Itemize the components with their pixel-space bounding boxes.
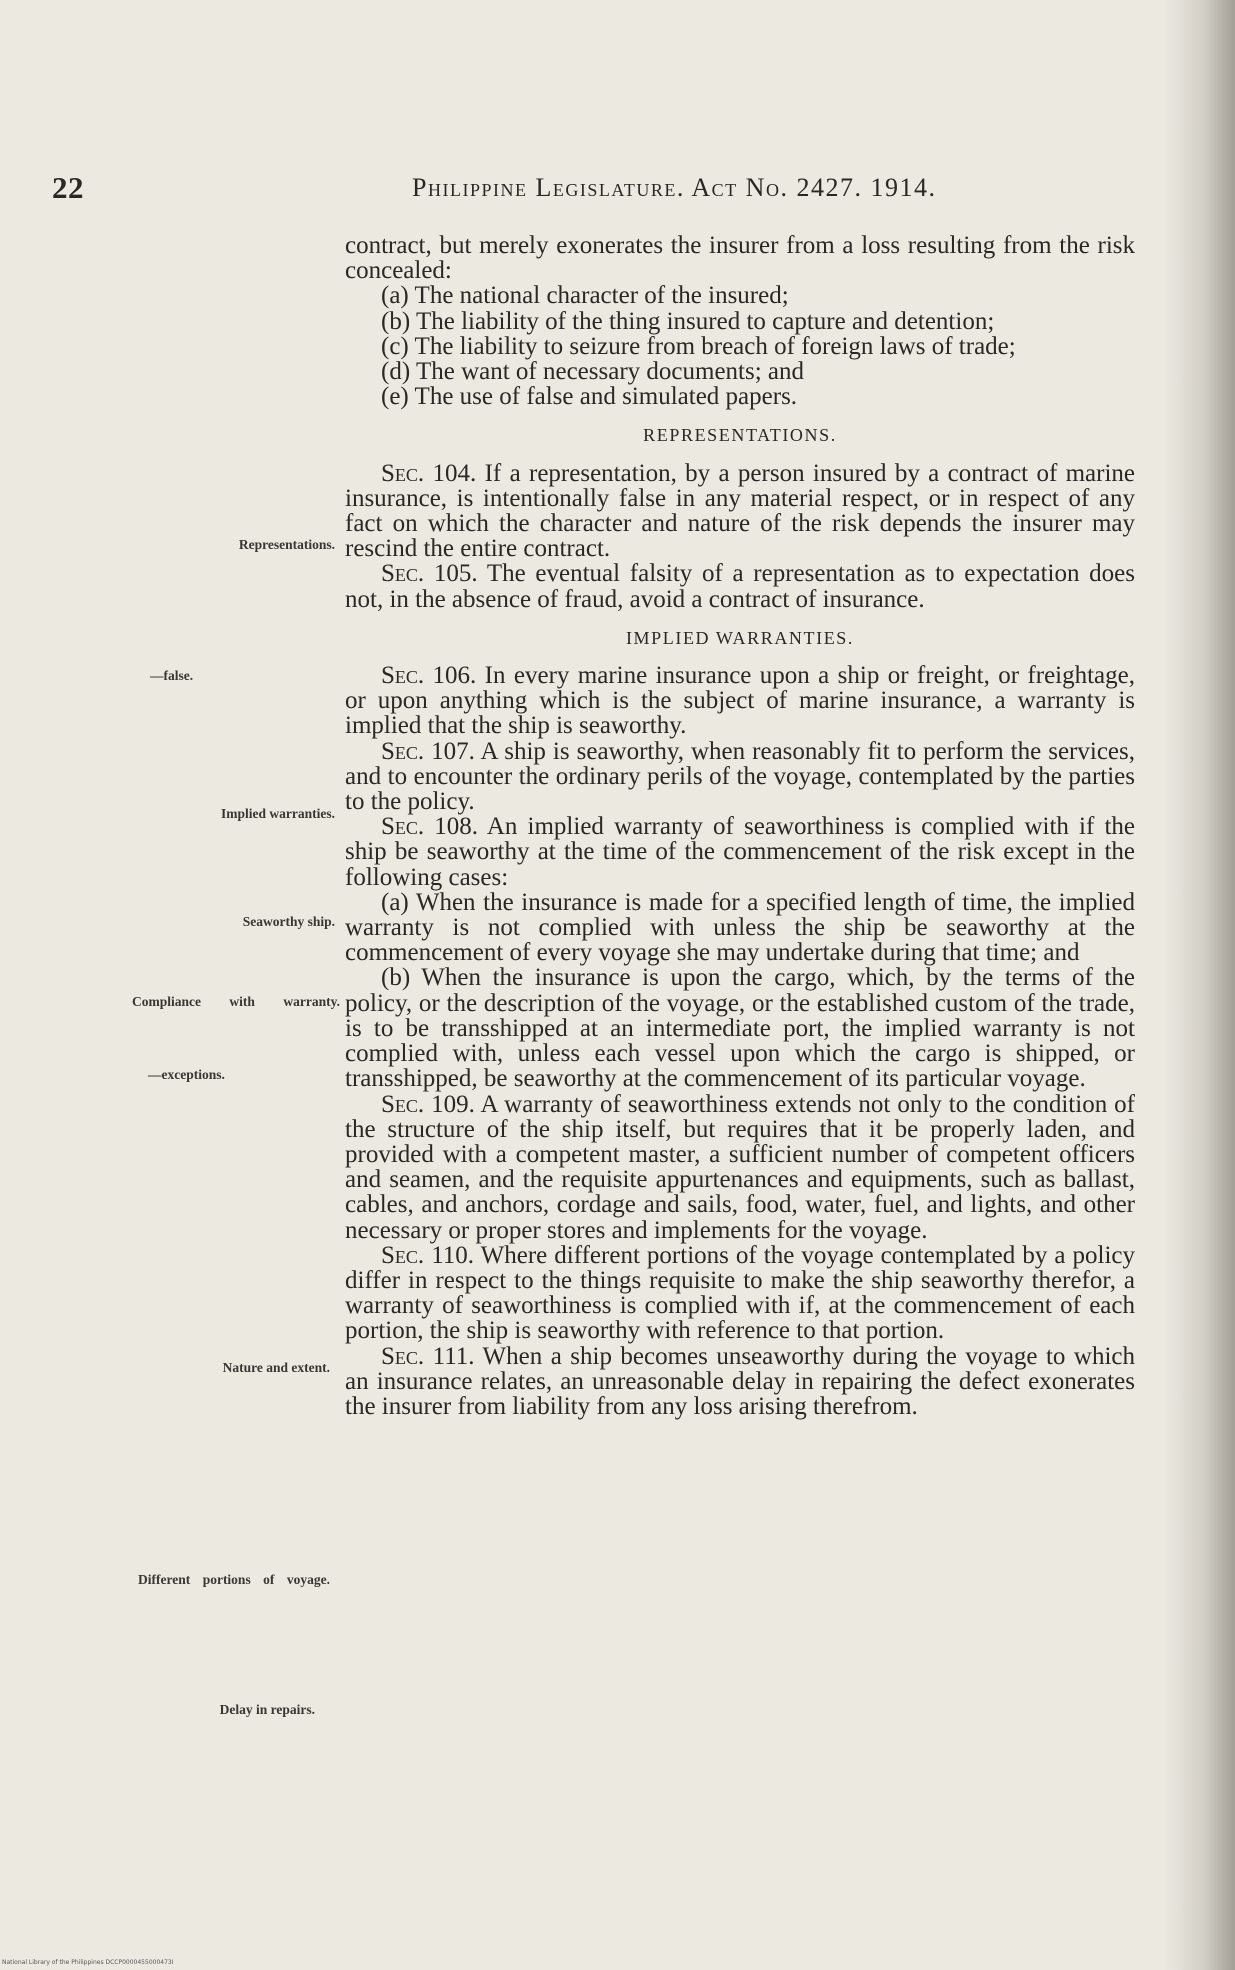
section-111-text: When a ship becomes unseaworthy during the voyage to which an insurance relates, an unreasonable delay in repairing the defect exonerates the insurer from liability from any loss arising therefrom. [345,1342,1135,1420]
section-108-case-b: (b) When the insurance is upon the cargo, which, by the terms of the policy, or the description of the voyage, or the established custom of the trade, is to be transshipped at an intermediate port, the implied warranty is not complied with, unless each vessel upon which the cargo is shipped, or transshipped, be seaworthy at the commencement of its particular voyage. [345,964,1135,1093]
library-stamp: National Library of the Philippines DCCP0000455000473I [2,1959,174,1966]
section-108 [345,814,1135,890]
page-number: 22 [52,170,84,205]
section-109-text: A warranty of seaworthiness extends not only to the condition of the structure of the ship itself, but requires that it be properly laden, and provided with a competent master, a sufficient number of competent officers and seamen, and the requisite appurtenances and equipments, such as ballast, cables, and anchors, cordage and sails, food, water, fuel, and lights, and other necessary or proper stores and implements for the voyage. [345,1090,1136,1244]
section-104 [345,461,1135,562]
scan-shadow-edge [1165,0,1235,1970]
section-104-text: If a representation, by a person insured by a contract of marine insurance, is intentionally false in any material respect, or in respect of any fact on which the character and nature of the risk depends the insurer may rescind the entire contract. [345,459,1136,563]
body-text [345,233,1135,1419]
section-106-label: Sec. 106. [381,662,477,690]
section-107-label: Sec. 107. [381,737,475,765]
list-item-a: (a) The national character of the insured; [381,282,789,310]
side-note-representations: Representations. [238,537,335,552]
section-109 [345,1092,1135,1243]
section-110-label: Sec. 110. [381,1241,475,1269]
heading-implied-warranties: IMPLIED WARRANTIES. [625,627,855,648]
section-108-text: An implied warranty of seaworthiness is complied with if the ship be seaworthy at the time of the commencement of the risk except in the following cases: [345,813,1136,891]
section-111 [345,1344,1135,1420]
side-note-compliance-with-warranty: Compliance with warranty. [132,994,340,1009]
side-note-exceptions: —exceptions. [148,1067,225,1082]
heading-representations: REPRESENTATIONS. [643,425,837,446]
list-item-d: (d) The want of necessary documents; and [381,358,805,386]
section-108-label: Sec. 108. [381,813,479,841]
list-item-b: (b) The liability of the thing insured to capture and detention; [381,307,995,335]
side-note-different-portions: Different portions of voyage. [138,1572,330,1587]
side-note-seaworthy-ship: Seaworthy ship. [242,914,335,929]
section-105 [345,561,1135,611]
section-109-label: Sec. 109. [381,1090,475,1118]
list-item-c: (c) The liability to seizure from breach of foreign laws of trade; [381,332,1016,360]
section-104-label: Sec. 104. [381,459,477,487]
section-107-text: A ship is seaworthy, when reasonably fit to perform the services, and to encounter the ordinary perils of the voyage, contemplated by the parties to the policy. [345,737,1135,816]
running-head: Philippine Legislature. Act No. 2427. 1914. [412,173,937,202]
section-106-text: In every marine insurance upon a ship or freight, or freightage, or upon anything which is the subject of marine insurance, a warranty is implied that the ship is seaworthy. [345,662,1135,740]
side-note-false: —false. [150,668,194,683]
section-110-text: Where different portions of the voyage contemplated by a policy differ in respect to the things requisite to make the ship seaworthy therefor, a warranty of seaworthiness is complied with if, at the commencement of each portion, the ship is seaworthy with reference to that portion. [345,1241,1135,1345]
side-note-delay-in-repairs: Delay in repairs. [219,1702,315,1717]
section-110 [345,1243,1135,1344]
list-item-e: (e) The use of false and simulated papers. [381,383,798,411]
section-107 [345,739,1135,815]
section-106 [345,663,1135,739]
side-note-nature-and-extent: Nature and extent. [222,1360,330,1375]
paragraph-intro: contract, but merely exonerates the insurer from a loss resulting from the risk concealed: [345,232,1135,285]
page-header [52,170,1092,210]
section-105-label: Sec. 105. [381,560,478,588]
side-note-implied-warranties: Implied warranties. [221,806,335,821]
section-105-text: The eventual falsity of a representation as to expectation does not, in the absence of fraud, avoid a contract of insurance. [345,560,1135,613]
section-111-label: Sec. 111. [381,1342,475,1370]
section-108-case-a: (a) When the insurance is made for a specified length of time, the implied warranty is not complied with unless the ship be seaworthy at the commencement of every voyage she may undertake during that time; and [345,888,1135,967]
